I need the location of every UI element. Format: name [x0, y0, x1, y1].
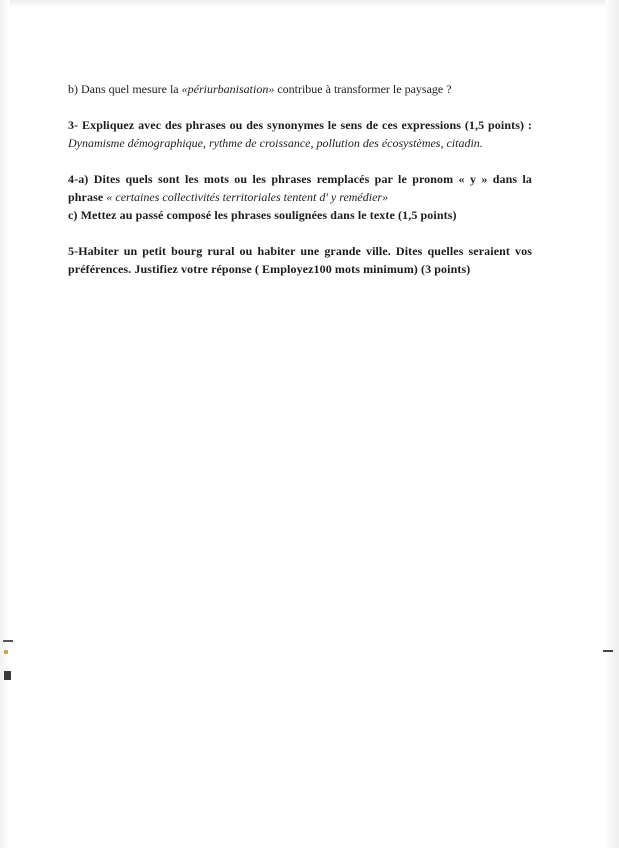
- question-5-text: 5-Habiter un petit bourg rural ou habiter une grande ville. Dites quelles seraient vos préférences. Justifiez votre réponse ( Employez100 mots minimum) (3 points): [68, 244, 532, 276]
- scan-mark-left-line: [3, 640, 13, 642]
- question-4a: [68, 170, 532, 206]
- question-b-suffix: contribue à transformer le paysage ?: [274, 82, 452, 96]
- question-4c-text: c) Mettez au passé composé les phrases soulignées dans le texte (1,5 points): [68, 208, 457, 222]
- question-5: [68, 242, 532, 278]
- scan-edge-right: [605, 0, 619, 848]
- question-b-prefix: b) Dans quel mesure la: [68, 82, 182, 96]
- scan-edge-top: [0, 0, 619, 8]
- question-4c: [68, 206, 532, 224]
- scan-mark-left-dot: [4, 650, 8, 654]
- question-b: [68, 80, 532, 98]
- question-4a-quote: « certaines collectivités territoriales tentent d' y remédier»: [106, 190, 389, 204]
- question-b-term: «périurbanisation»: [181, 82, 275, 96]
- question-3-lead: 3- Expliquez avec des phrases ou des synonymes le sens de ces expressions (1,5 points) :: [68, 118, 532, 132]
- question-3: [68, 116, 532, 152]
- exam-page-content: [68, 80, 532, 278]
- question-4a-lead: 4-a) Dites quels sont les mots ou les phrases remplacés par le pronom « y » dans la phrase: [68, 172, 532, 204]
- scan-mark-right-line: [603, 650, 613, 652]
- scan-edge-left: [0, 0, 10, 848]
- scan-mark-left-block: [4, 671, 11, 680]
- question-3-terms: Dynamisme démographique, rythme de croissance, pollution des écosystèmes, citadin.: [68, 136, 483, 150]
